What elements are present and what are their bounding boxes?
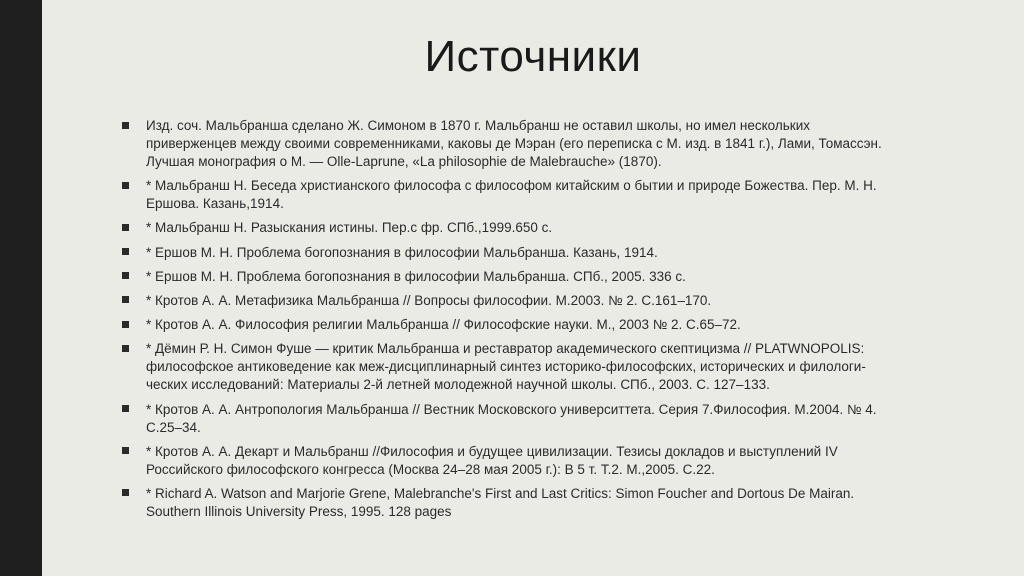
- square-bullet-icon: [122, 122, 129, 129]
- reference-text: * Мальбранш Н. Разыскания истины. Пер.с фр. СПб.,1999.650 с.: [146, 220, 553, 236]
- reference-text: * Richard A. Watson and Marjorie Grene, Malebranche's First and Last Critics: Simon Foucher and Dortous De Mairan. Southern Illinois University Press, 1995. 128 pages: [146, 485, 855, 519]
- square-bullet-icon: [122, 345, 129, 352]
- square-bullet-icon: [122, 248, 129, 255]
- reference-text: * Дёмин Р. Н. Симон Фуше — критик Мальбранша и реставратор академического скептицизма // PLATWNOPOLIS: философское антиковедение как меж-дисциплинарный синтез историко-философских, исторических и филологи-ческих исследований: Материалы 2-й летней молодежной научной школы. СПб., 2003. С. 127–133.: [146, 341, 866, 393]
- reference-text: * Ершов М. Н. Проблема богопознания в философии Мальбранша. СПб., 2005. 336 с.: [146, 268, 686, 284]
- reference-text: * Кротов А. А. Антропология Мальбранша // Вестник Московского университтета. Серия 7.Философия. М.2004. № 4. С.25–34.: [146, 401, 877, 435]
- reference-item: [122, 268, 902, 286]
- square-bullet-icon: [122, 224, 129, 231]
- square-bullet-icon: [122, 182, 129, 189]
- reference-item: [122, 117, 902, 171]
- square-bullet-icon: [122, 296, 129, 303]
- reference-item: [122, 244, 902, 262]
- reference-item: [122, 219, 902, 237]
- reference-text: * Ершов М. Н. Проблема богопознания в философии Мальбранша. Казань, 1914.: [146, 244, 658, 260]
- reference-item: [122, 340, 902, 394]
- reference-list: [122, 117, 902, 527]
- reference-item: [122, 292, 902, 310]
- square-bullet-icon: [122, 272, 129, 279]
- reference-item: [122, 316, 902, 334]
- reference-item: [122, 485, 902, 521]
- left-accent-bar: [0, 0, 42, 576]
- square-bullet-icon: [122, 447, 129, 454]
- reference-text: * Кротов А. А. Философия религии Мальбранша // Философские науки. М., 2003 № 2. С.65–72.: [146, 317, 741, 333]
- slide-title: Источники: [424, 32, 642, 82]
- reference-item: [122, 401, 902, 437]
- square-bullet-icon: [122, 405, 129, 412]
- square-bullet-icon: [122, 489, 129, 496]
- reference-text: * Кротов А. А. Декарт и Мальбранш //Философия и будущее цивилизации. Тезисы докладов и выступлений IV Российского философского конгресса (Москва 24–28 мая 2005 г.): В 5 т. Т.2. М.,2005. С.22.: [146, 443, 838, 477]
- square-bullet-icon: [122, 321, 129, 328]
- reference-text: Изд. соч. Мальбранша сделано Ж. Симоном в 1870 г. Мальбранш не оставил школы, но имел нескольких приверженцев между своими современниками, каковы де Мэран (его переписка с М. изд. в 1841 г.), Лами, Томассэн. Лучшая монография о М. — Olle-Laprune, «La philosophie de Malebrauche» (1870).: [146, 118, 882, 169]
- reference-item: [122, 443, 902, 479]
- reference-item: [122, 177, 902, 213]
- reference-text: * Мальбранш Н. Беседа христианского философа с философом китайским о бытии и природе Божества. Пер. М. Н. Ершова. Казань,1914.: [146, 178, 877, 212]
- reference-text: * Кротов А. А. Метафизика Мальбранша // Вопросы философии. М.2003. № 2. С.161–170.: [146, 292, 712, 308]
